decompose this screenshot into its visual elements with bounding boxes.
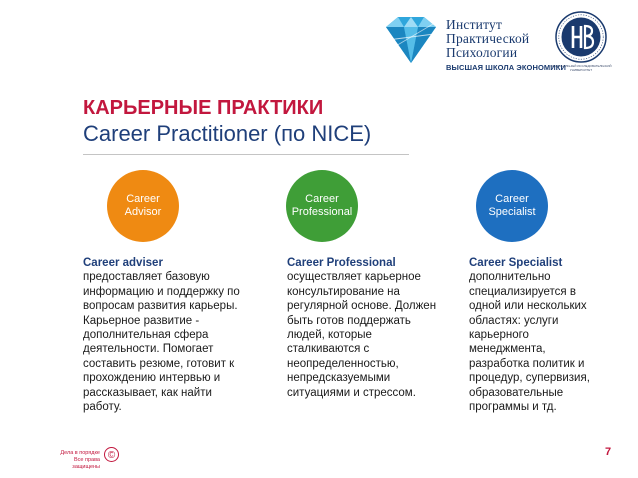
career-advisor-description [83,256,268,414]
career-professional-circle [286,170,358,242]
footer-line-2: Все права защищены [72,457,100,470]
circle-label-line1: Career [305,193,339,205]
career-advisor-circle [107,170,179,242]
institute-line-1: Институт [446,17,503,32]
institute-diamond-logo [380,13,442,65]
career-specialist-circle [476,170,548,242]
circle-label-line2: Advisor [124,206,162,218]
hse-emblem-logo [555,11,607,63]
circle-label-line2: Professional [291,206,353,218]
role-heading: Career Professional [287,257,396,269]
role-description: осуществляет карьерное консультирование на регулярной основе. Должен быть готов поддержать людей, которые сталкиваются с неопределенностью, непредсказуемыми ситуациями и стрессом. [287,271,437,399]
role-heading: Career adviser [83,257,163,269]
slide-title-en: Career Practitioner (по NICE) [83,121,372,146]
institute-line-3: Психологии [446,45,518,60]
role-description: дополнительно специализируется в одной или нескольких областях: услуги карьерного менеджмента, разработка политик и процедур, супервизия, образовательные программы и тд. [469,271,590,414]
institute-line-2: Практической [446,31,530,46]
role-description: предоставляет базовую информацию и поддержку по вопросам развития карьеры. Карьерное развитие - дополнительная сфера деятельности. Помогает составить резюме, готовит к прохождению интервью и рассказывает, как найти работу. [83,271,240,414]
title-divider [83,154,409,155]
footer-line-1: Дела в порядке [60,450,100,456]
role-heading: Career Specialist [469,257,563,269]
footer-rights [48,450,100,471]
career-specialist-description [469,256,599,414]
circle-label-line1: Career [126,193,160,205]
institute-subtitle: ВЫСШАЯ ШКОЛА ЭКОНОМИКИ [446,63,566,72]
page-number: 7 [605,446,612,458]
career-professional-description [287,256,447,400]
circle-label-line2: Specialist [488,206,536,218]
circle-label-line1: Career [495,193,529,205]
slide-title-ru: КАРЬЕРНЫЕ ПРАКТИКИ [83,97,324,119]
copyright-icon: © [104,447,119,462]
hse-caption: НАЦИОНАЛЬНЫЙ ИССЛЕДОВАТЕЛЬСКИЙ УНИВЕРСИТЕТ [550,64,612,72]
